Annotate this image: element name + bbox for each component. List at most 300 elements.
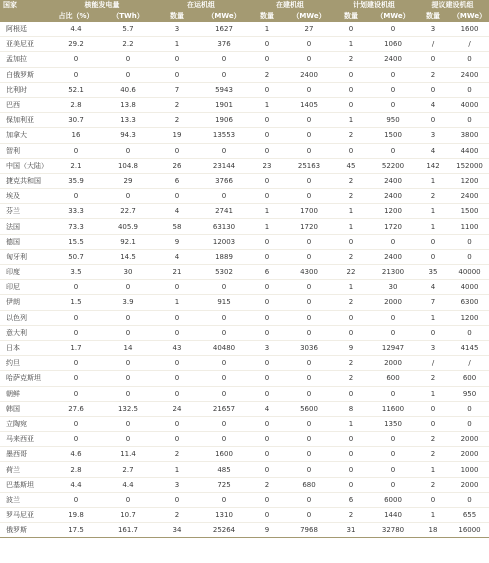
value-cell: 0 [200, 432, 248, 447]
value-cell: 0 [248, 173, 286, 188]
value-cell: 0 [450, 416, 489, 431]
value-cell: 2400 [450, 67, 489, 82]
value-cell: 4 [416, 143, 450, 158]
table-row [0, 22, 489, 37]
value-cell: 0 [102, 67, 154, 82]
value-cell: 0 [154, 492, 200, 507]
table-row [0, 128, 489, 143]
value-cell: 0 [248, 234, 286, 249]
value-cell: 680 [286, 477, 332, 492]
value-cell: 0 [50, 416, 102, 431]
value-cell: 0 [332, 325, 370, 340]
value-cell: 1720 [286, 219, 332, 234]
value-cell: 0 [332, 462, 370, 477]
value-cell: 0 [50, 280, 102, 295]
table-row [0, 249, 489, 264]
value-cell: 0 [286, 143, 332, 158]
value-cell: 0 [200, 356, 248, 371]
value-cell: 2 [416, 477, 450, 492]
value-cell: 50.7 [50, 249, 102, 264]
value-cell: 0 [200, 143, 248, 158]
value-cell: 0 [50, 356, 102, 371]
value-cell: 0 [248, 37, 286, 52]
value-cell: 4000 [450, 280, 489, 295]
value-cell: 0 [286, 295, 332, 310]
header-sub: 占比（%） [50, 11, 102, 22]
value-cell: 0 [102, 280, 154, 295]
value-cell: 1.5 [50, 295, 102, 310]
country-name-cell: 荷兰 [0, 462, 50, 477]
header-sub: 数量 [332, 11, 370, 22]
value-cell: 2.8 [50, 462, 102, 477]
value-cell: 0 [200, 310, 248, 325]
value-cell: 2.1 [50, 158, 102, 173]
value-cell: 52.1 [50, 82, 102, 97]
value-cell: 0 [248, 462, 286, 477]
value-cell: 0 [248, 432, 286, 447]
value-cell: 376 [200, 37, 248, 52]
value-cell: / [416, 356, 450, 371]
header-sub: 数量 [154, 11, 200, 22]
value-cell: 11.4 [102, 447, 154, 462]
value-cell: 0 [248, 143, 286, 158]
value-cell: 1060 [370, 37, 416, 52]
value-cell: 5.7 [102, 22, 154, 37]
value-cell: 0 [154, 67, 200, 82]
country-name-cell: 埃及 [0, 189, 50, 204]
value-cell: 8 [332, 401, 370, 416]
value-cell: 3 [416, 128, 450, 143]
value-cell: 4 [416, 280, 450, 295]
value-cell: 0 [286, 492, 332, 507]
value-cell: 2 [154, 508, 200, 523]
country-name-cell: 匈牙利 [0, 249, 50, 264]
country-name-cell: 智利 [0, 143, 50, 158]
value-cell: 1 [416, 219, 450, 234]
value-cell: 22 [332, 265, 370, 280]
country-name-cell: 韩国 [0, 401, 50, 416]
value-cell: 0 [248, 189, 286, 204]
value-cell: 405.9 [102, 219, 154, 234]
value-cell: 30 [102, 265, 154, 280]
value-cell: 2400 [370, 52, 416, 67]
value-cell: 0 [370, 82, 416, 97]
value-cell: 29 [102, 173, 154, 188]
value-cell: 1 [248, 97, 286, 112]
value-cell: 0 [332, 234, 370, 249]
value-cell: 1 [416, 204, 450, 219]
value-cell: 0 [154, 189, 200, 204]
value-cell: 0 [286, 371, 332, 386]
value-cell: 1 [248, 219, 286, 234]
value-cell: 0 [416, 249, 450, 264]
value-cell: 27 [286, 22, 332, 37]
value-cell: 2 [416, 189, 450, 204]
value-cell: 0 [286, 37, 332, 52]
value-cell: 0 [154, 416, 200, 431]
value-cell: 2 [416, 67, 450, 82]
value-cell: 0 [370, 447, 416, 462]
value-cell: 1440 [370, 508, 416, 523]
table-row [0, 158, 489, 173]
value-cell: 33.3 [50, 204, 102, 219]
table-body [0, 22, 489, 538]
value-cell: 4 [154, 249, 200, 264]
value-cell: 0 [200, 386, 248, 401]
table-row [0, 477, 489, 492]
value-cell: 14 [102, 340, 154, 355]
value-cell: 2 [332, 295, 370, 310]
value-cell: 0 [248, 508, 286, 523]
value-cell: 0 [332, 310, 370, 325]
value-cell: 2 [248, 477, 286, 492]
table-row [0, 97, 489, 112]
value-cell: 4400 [450, 143, 489, 158]
value-cell: 0 [332, 143, 370, 158]
value-cell: 2400 [286, 67, 332, 82]
value-cell: 23144 [200, 158, 248, 173]
value-cell: 0 [286, 356, 332, 371]
value-cell: 0 [102, 143, 154, 158]
table-row [0, 371, 489, 386]
country-name-cell: 马来西亚 [0, 432, 50, 447]
value-cell: 0 [450, 234, 489, 249]
value-cell: 4 [248, 401, 286, 416]
header-group-generation: 核能发电量 [50, 0, 154, 11]
value-cell: 0 [102, 416, 154, 431]
value-cell: 0 [332, 97, 370, 112]
value-cell: 0 [248, 386, 286, 401]
header-sub: （MWe） [370, 11, 416, 22]
value-cell: 0 [286, 52, 332, 67]
header-sub: （MWe） [450, 11, 489, 22]
country-name-cell: 朝鲜 [0, 386, 50, 401]
value-cell: 915 [200, 295, 248, 310]
value-cell: 15.5 [50, 234, 102, 249]
value-cell: 21657 [200, 401, 248, 416]
table-row [0, 310, 489, 325]
country-name-cell: 德国 [0, 234, 50, 249]
table-row [0, 325, 489, 340]
value-cell: 9 [154, 234, 200, 249]
country-name-cell: 以色列 [0, 310, 50, 325]
value-cell: 0 [286, 280, 332, 295]
value-cell: 0 [416, 52, 450, 67]
table-row [0, 356, 489, 371]
value-cell: 2400 [370, 173, 416, 188]
value-cell: 0 [450, 401, 489, 416]
value-cell: 142 [416, 158, 450, 173]
value-cell: 2 [332, 249, 370, 264]
value-cell: 2400 [370, 249, 416, 264]
value-cell: 1901 [200, 97, 248, 112]
value-cell: 2 [332, 356, 370, 371]
value-cell: 0 [286, 249, 332, 264]
country-name-cell: 中国（大陆） [0, 158, 50, 173]
country-name-cell: 伊朗 [0, 295, 50, 310]
value-cell: 0 [286, 189, 332, 204]
value-cell: 1600 [450, 22, 489, 37]
table-row [0, 462, 489, 477]
value-cell: 0 [248, 371, 286, 386]
value-cell: 3.9 [102, 295, 154, 310]
value-cell: 19.8 [50, 508, 102, 523]
country-name-cell: 孟加拉 [0, 52, 50, 67]
value-cell: 21 [154, 265, 200, 280]
value-cell: 4 [154, 204, 200, 219]
country-name-cell: 立陶宛 [0, 416, 50, 431]
value-cell: 0 [248, 356, 286, 371]
value-cell: 35 [416, 265, 450, 280]
value-cell: 0 [200, 189, 248, 204]
value-cell: 0 [370, 477, 416, 492]
value-cell: 1310 [200, 508, 248, 523]
value-cell: 3800 [450, 128, 489, 143]
value-cell: 0 [450, 249, 489, 264]
value-cell: 3 [154, 22, 200, 37]
value-cell: 1 [332, 113, 370, 128]
header-row-groups [0, 0, 489, 11]
value-cell: 1 [248, 22, 286, 37]
table-row [0, 37, 489, 52]
table-row [0, 173, 489, 188]
value-cell: 1200 [370, 204, 416, 219]
value-cell: 1889 [200, 249, 248, 264]
value-cell: 45 [332, 158, 370, 173]
value-cell: 4000 [450, 97, 489, 112]
value-cell: 1200 [450, 173, 489, 188]
value-cell: 0 [416, 325, 450, 340]
value-cell: 0 [370, 234, 416, 249]
value-cell: 27.6 [50, 401, 102, 416]
value-cell: 25163 [286, 158, 332, 173]
value-cell: 13.3 [102, 113, 154, 128]
value-cell: 14.5 [102, 249, 154, 264]
country-name-cell: 墨西哥 [0, 447, 50, 462]
value-cell: 950 [450, 386, 489, 401]
value-cell: 0 [154, 386, 200, 401]
value-cell: 0 [370, 386, 416, 401]
value-cell: / [416, 37, 450, 52]
value-cell: 0 [248, 113, 286, 128]
country-name-cell: 保加利亚 [0, 113, 50, 128]
table-row [0, 492, 489, 507]
value-cell: 0 [248, 128, 286, 143]
value-cell: 19 [154, 128, 200, 143]
value-cell: 23 [248, 158, 286, 173]
table-row [0, 234, 489, 249]
value-cell: 9 [248, 523, 286, 538]
value-cell: 1 [332, 204, 370, 219]
value-cell: 16000 [450, 523, 489, 538]
value-cell: 2000 [370, 295, 416, 310]
header-sub: （TWh） [102, 11, 154, 22]
value-cell: 0 [50, 432, 102, 447]
value-cell: 1600 [200, 447, 248, 462]
value-cell: 1 [332, 280, 370, 295]
value-cell: 1000 [450, 462, 489, 477]
table-row [0, 508, 489, 523]
value-cell: 132.5 [102, 401, 154, 416]
value-cell: 5302 [200, 265, 248, 280]
value-cell: 0 [200, 492, 248, 507]
value-cell: 4 [416, 97, 450, 112]
header-country: 国家 [0, 0, 50, 22]
value-cell: 2 [416, 371, 450, 386]
table-row [0, 265, 489, 280]
value-cell: 0 [102, 325, 154, 340]
value-cell: 2 [332, 173, 370, 188]
value-cell: 7968 [286, 523, 332, 538]
country-name-cell: 亚美尼亚 [0, 37, 50, 52]
value-cell: 0 [332, 386, 370, 401]
country-name-cell: 法国 [0, 219, 50, 234]
value-cell: 1500 [370, 128, 416, 143]
country-name-cell: 巴西 [0, 97, 50, 112]
header-sub: （MWe） [200, 11, 248, 22]
country-name-cell: 比利时 [0, 82, 50, 97]
value-cell: 29.2 [50, 37, 102, 52]
value-cell: 34 [154, 523, 200, 538]
value-cell: 1350 [370, 416, 416, 431]
value-cell: 0 [332, 67, 370, 82]
value-cell: / [450, 37, 489, 52]
value-cell: 2 [416, 447, 450, 462]
value-cell: 1 [416, 173, 450, 188]
value-cell: 0 [286, 82, 332, 97]
value-cell: 0 [200, 280, 248, 295]
value-cell: 21300 [370, 265, 416, 280]
value-cell: 58 [154, 219, 200, 234]
table-row [0, 67, 489, 82]
value-cell: 0 [332, 432, 370, 447]
value-cell: 2400 [370, 189, 416, 204]
value-cell: 7 [416, 295, 450, 310]
value-cell: 2.7 [102, 462, 154, 477]
value-cell: 0 [248, 325, 286, 340]
value-cell: 0 [200, 416, 248, 431]
value-cell: 0 [370, 325, 416, 340]
value-cell: 2 [154, 97, 200, 112]
value-cell: 485 [200, 462, 248, 477]
value-cell: 2 [332, 189, 370, 204]
table-row [0, 280, 489, 295]
value-cell: 1 [154, 462, 200, 477]
value-cell: 0 [286, 386, 332, 401]
value-cell: 1 [154, 295, 200, 310]
value-cell: 0 [248, 310, 286, 325]
value-cell: 0 [450, 82, 489, 97]
value-cell: 2 [154, 447, 200, 462]
value-cell: 0 [102, 189, 154, 204]
value-cell: 9 [332, 340, 370, 355]
value-cell: 24 [154, 401, 200, 416]
value-cell: 2741 [200, 204, 248, 219]
table-row [0, 82, 489, 97]
value-cell: 0 [370, 432, 416, 447]
value-cell: 0 [154, 52, 200, 67]
country-name-cell: 巴基斯坦 [0, 477, 50, 492]
table-row [0, 189, 489, 204]
header-group-proposed: 提议建设机组 [416, 0, 489, 11]
value-cell: 1 [332, 416, 370, 431]
value-cell: 1 [332, 219, 370, 234]
country-name-cell: 印尼 [0, 280, 50, 295]
value-cell: 3.5 [50, 265, 102, 280]
value-cell: 0 [154, 371, 200, 386]
value-cell: 104.8 [102, 158, 154, 173]
value-cell: 40.6 [102, 82, 154, 97]
table-row [0, 447, 489, 462]
value-cell: 1 [416, 508, 450, 523]
country-name-cell: 哈萨克斯坦 [0, 371, 50, 386]
value-cell: 63130 [200, 219, 248, 234]
value-cell: 2400 [450, 189, 489, 204]
value-cell: 0 [332, 22, 370, 37]
value-cell: 0 [248, 280, 286, 295]
value-cell: 1405 [286, 97, 332, 112]
value-cell: 0 [286, 416, 332, 431]
table-row [0, 401, 489, 416]
value-cell: 0 [50, 189, 102, 204]
value-cell: 2000 [450, 447, 489, 462]
country-name-cell: 波兰 [0, 492, 50, 507]
value-cell: 152000 [450, 158, 489, 173]
value-cell: 0 [286, 113, 332, 128]
table-row [0, 432, 489, 447]
value-cell: 0 [416, 234, 450, 249]
value-cell: 0 [102, 386, 154, 401]
value-cell: 0 [200, 325, 248, 340]
value-cell: 94.3 [102, 128, 154, 143]
value-cell: 2000 [450, 432, 489, 447]
value-cell: 6 [248, 265, 286, 280]
value-cell: 3 [154, 477, 200, 492]
value-cell: 73.3 [50, 219, 102, 234]
value-cell: 161.7 [102, 523, 154, 538]
value-cell: 0 [370, 143, 416, 158]
value-cell: 5943 [200, 82, 248, 97]
value-cell: 0 [416, 492, 450, 507]
value-cell: 0 [450, 492, 489, 507]
value-cell: 0 [370, 97, 416, 112]
value-cell: 17.5 [50, 523, 102, 538]
value-cell: 0 [200, 52, 248, 67]
value-cell: 2 [332, 52, 370, 67]
value-cell: 0 [332, 477, 370, 492]
value-cell: 1200 [450, 310, 489, 325]
value-cell: 25264 [200, 523, 248, 538]
value-cell: 13553 [200, 128, 248, 143]
value-cell: 10.7 [102, 508, 154, 523]
header-group-under-construction: 在建机组 [248, 0, 332, 11]
value-cell: 30 [370, 280, 416, 295]
header-group-planned: 计划建设机组 [332, 0, 416, 11]
value-cell: 6 [332, 492, 370, 507]
value-cell: 1500 [450, 204, 489, 219]
value-cell: 0 [416, 401, 450, 416]
value-cell: 11600 [370, 401, 416, 416]
value-cell: 1 [416, 386, 450, 401]
country-name-cell: 印度 [0, 265, 50, 280]
value-cell: 3036 [286, 340, 332, 355]
value-cell: 6000 [370, 492, 416, 507]
value-cell: 4300 [286, 265, 332, 280]
value-cell: 40480 [200, 340, 248, 355]
value-cell: 0 [200, 371, 248, 386]
table-row [0, 416, 489, 431]
value-cell: 30.7 [50, 113, 102, 128]
